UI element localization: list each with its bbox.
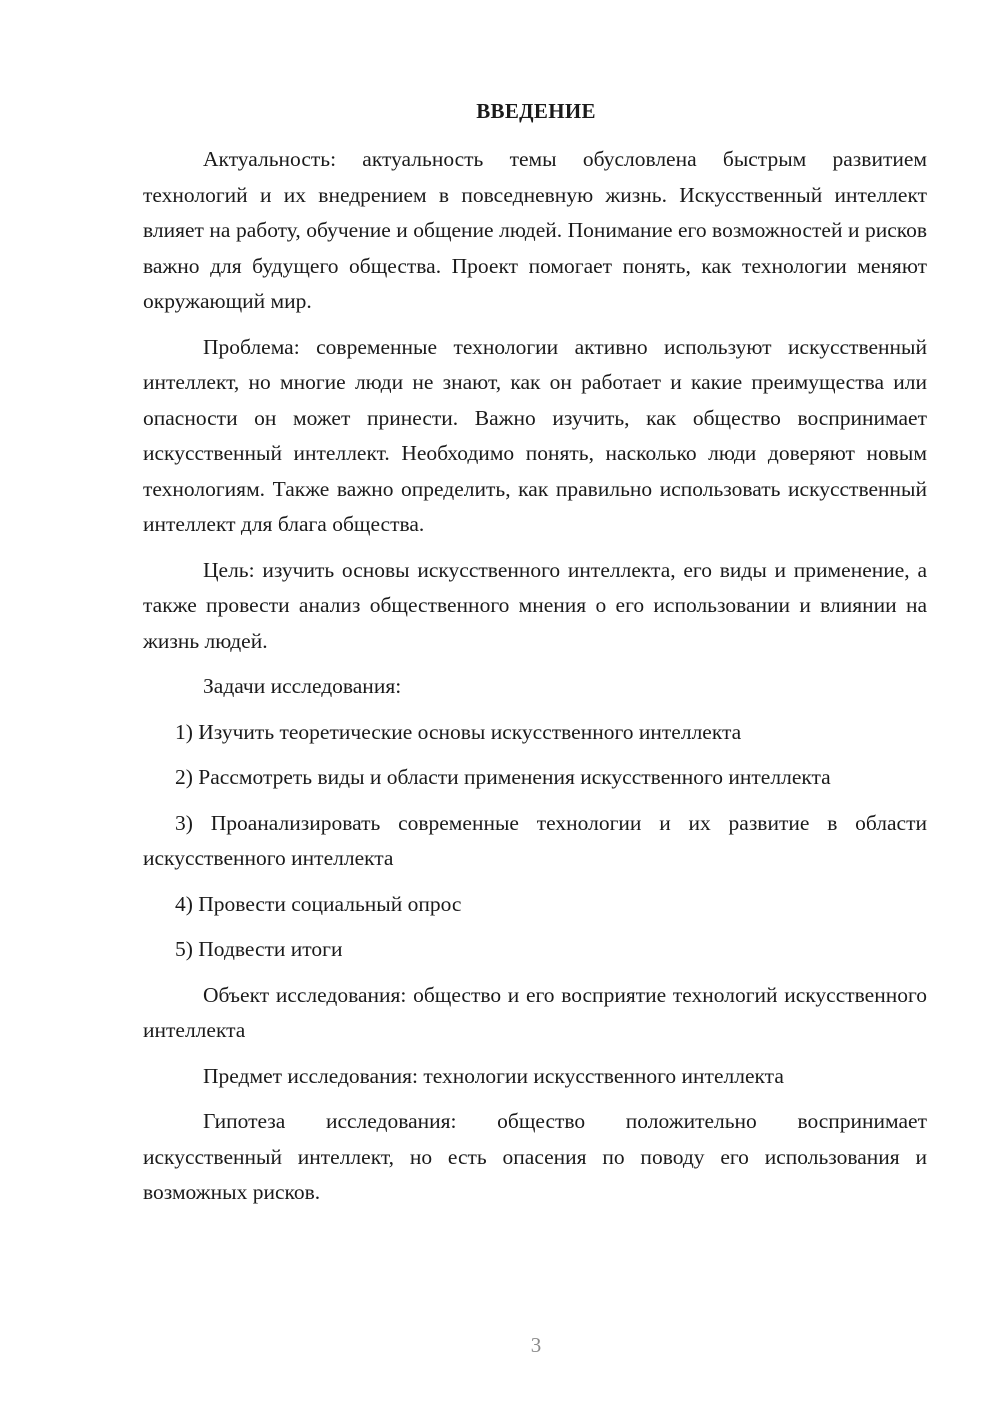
paragraph-relevance: Актуальность: актуальность темы обусловлена быстрым развитием технологий и их внедрением в повседневную жизнь. Искусственный интеллект влияет на работу, обучение и общение людей. Понимание его возможностей и рисков важно для будущего общества. Проект помогает понять, как технологии меняют окружающий мир. [143,147,927,313]
task-item-5: 5) Подвести итоги [175,937,343,961]
paragraph-goal: Цель: изучить основы искусственного интеллекта, его виды и применение, а также провести анализ общественного мнения о его использовании и влиянии на жизнь людей. [143,557,927,653]
paragraph-tasks-heading: Задачи исследования: [203,674,402,698]
paragraph-hypothesis: Гипотеза исследования: общество положительно воспринимает искусственный интеллект, но есть опасения по поводу его использования и возможных рисков. [143,1109,927,1204]
paragraph-subject: Предмет исследования: технологии искусственного интеллекта [203,1063,784,1088]
page-number: 3 [530,1333,542,1357]
task-item-3: 3) Проанализировать современные технологии и их развитие в области искусственного интеллекта [143,810,927,870]
task-item-4: 4) Провести социальный опрос [175,891,462,916]
page-title: ВВЕДЕНИЕ [476,99,596,123]
task-item-2: 2) Рассмотреть виды и области применения искусственного интеллекта [175,765,831,789]
document-body [143,142,927,1221]
paragraph-problem: Проблема: современные технологии активно используют искусственный интеллект, но многие люди не знают, как он работает и какие преимущества или опасности он может принести. Важно изучить, как общество воспринимает искусственный интеллект. Необходимо понять, насколько люди доверяют новым технологиям. Также важно определить, как правильно использовать искусственный интеллект для блага общества. [143,334,927,536]
paragraph-object: Объект исследования: общество и его восприятие технологий искусственного интеллекта [143,982,927,1042]
task-item-1: 1) Изучить теоретические основы искусственного интеллекта [175,719,742,744]
